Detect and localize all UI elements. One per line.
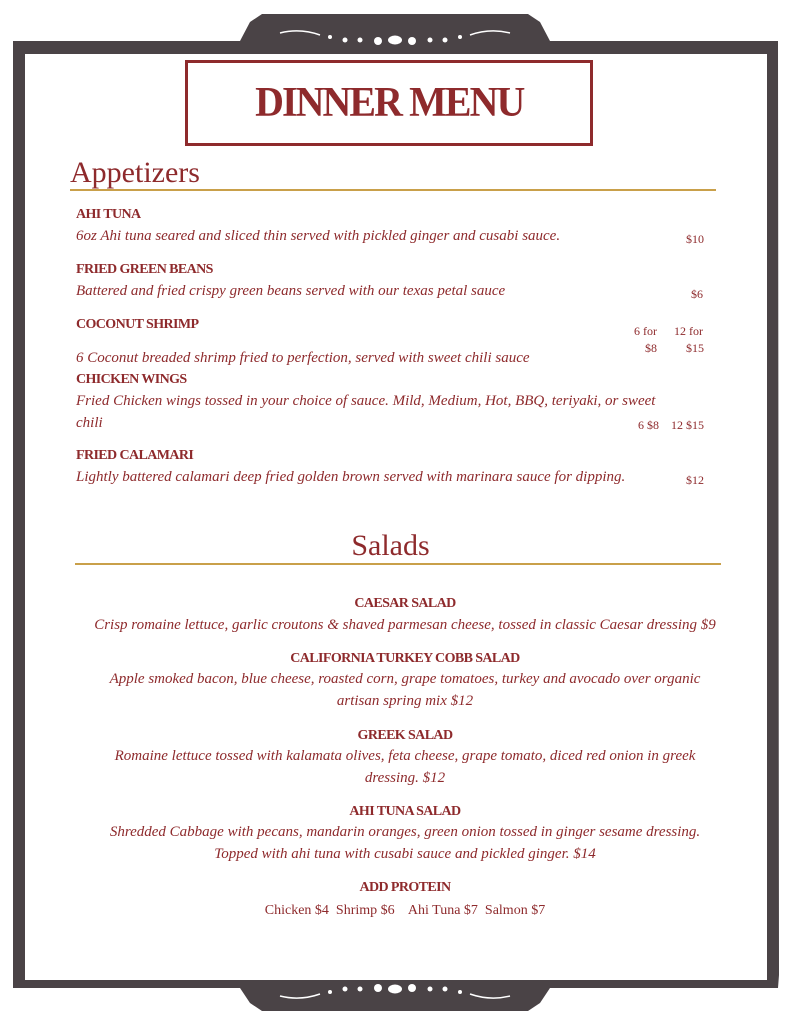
price-fried-green-beans: $6 (691, 287, 703, 301)
price-ahi-tuna: $10 (686, 232, 704, 246)
salads-heading: Salads (351, 529, 430, 562)
item-desc-ahi-tuna-salad: Shredded Cabbage with pecans, mandarin oranges, green onion tossed in ginger sesame dressing. Topped with ahi tuna with cusabi sauce and pickled ginger. $14 (109, 824, 701, 862)
title-box (185, 60, 593, 146)
price-fried-calamari: $12 (686, 473, 704, 487)
item-name-fried-green-beans: FRIED GREEN BEANS (76, 262, 213, 277)
price-coconut-shrimp-6-label: 6 for (634, 324, 657, 338)
appetizers-heading: Appetizers (70, 156, 200, 189)
page-title: DINNER MENU (254, 80, 524, 126)
price-coconut-shrimp-6-value: $8 (645, 341, 657, 355)
item-desc-fried-green-beans: Battered and fried crispy green beans served with our texas petal sauce (76, 283, 506, 299)
item-desc-caesar-salad: Crisp romaine lettuce, garlic croutons & shaved parmesan cheese, tossed in classic Caesar dressing $9 (94, 617, 716, 633)
appetizers-rule (70, 189, 716, 191)
item-desc-greek-salad: Romaine lettuce tossed with kalamata olives, feta cheese, grape tomato, diced red onion in greek dressing. $12 (114, 748, 696, 786)
item-desc-chicken-wings-line1: Fried Chicken wings tossed in your choice of sauce. Mild, Medium, Hot, BBQ, teriyaki, or sweet (76, 393, 656, 409)
item-desc-fried-calamari: Lightly battered calamari deep fried golden brown served with marinara sauce for dipping. (76, 469, 626, 485)
item-name-california-turkey-cobb-salad: CALIFORNIA TURKEY COBB SALAD (290, 651, 520, 666)
item-name-ahi-tuna: AHI TUNA (76, 207, 141, 222)
item-desc-coconut-shrimp: 6 Coconut breaded shrimp fried to perfection, served with sweet chili sauce (76, 350, 530, 366)
item-name-chicken-wings: CHICKEN WINGS (76, 372, 187, 387)
item-desc-california-turkey-cobb-salad: Apple smoked bacon, blue cheese, roasted corn, grape tomatoes, turkey and avocado over organic artisan spring mix $12 (109, 671, 701, 709)
item-name-coconut-shrimp: COCONUT SHRIMP (76, 317, 199, 332)
item-desc-add-protein: Chicken $4 Shrimp $6 Ahi Tuna $7 Salmon $7 (264, 903, 546, 918)
item-name-ahi-tuna-salad: AHI TUNA SALAD (349, 804, 461, 819)
item-name-fried-calamari: FRIED CALAMARI (76, 448, 194, 463)
item-desc-chicken-wings-line2: chili (76, 415, 103, 431)
item-name-greek-salad: GREEK SALAD (357, 728, 453, 743)
item-name-caesar-salad: CAESAR SALAD (354, 596, 456, 611)
price-chicken-wings: 6 $8 12 $15 (638, 418, 704, 432)
item-desc-ahi-tuna: 6oz Ahi tuna seared and sliced thin served with pickled ginger and cusabi sauce. (76, 228, 561, 244)
item-name-add-protein: ADD PROTEIN (359, 880, 451, 895)
price-coconut-shrimp-12-value: $15 (686, 341, 704, 355)
salads-rule (75, 563, 721, 565)
price-coconut-shrimp-12-label: 12 for (674, 324, 703, 338)
